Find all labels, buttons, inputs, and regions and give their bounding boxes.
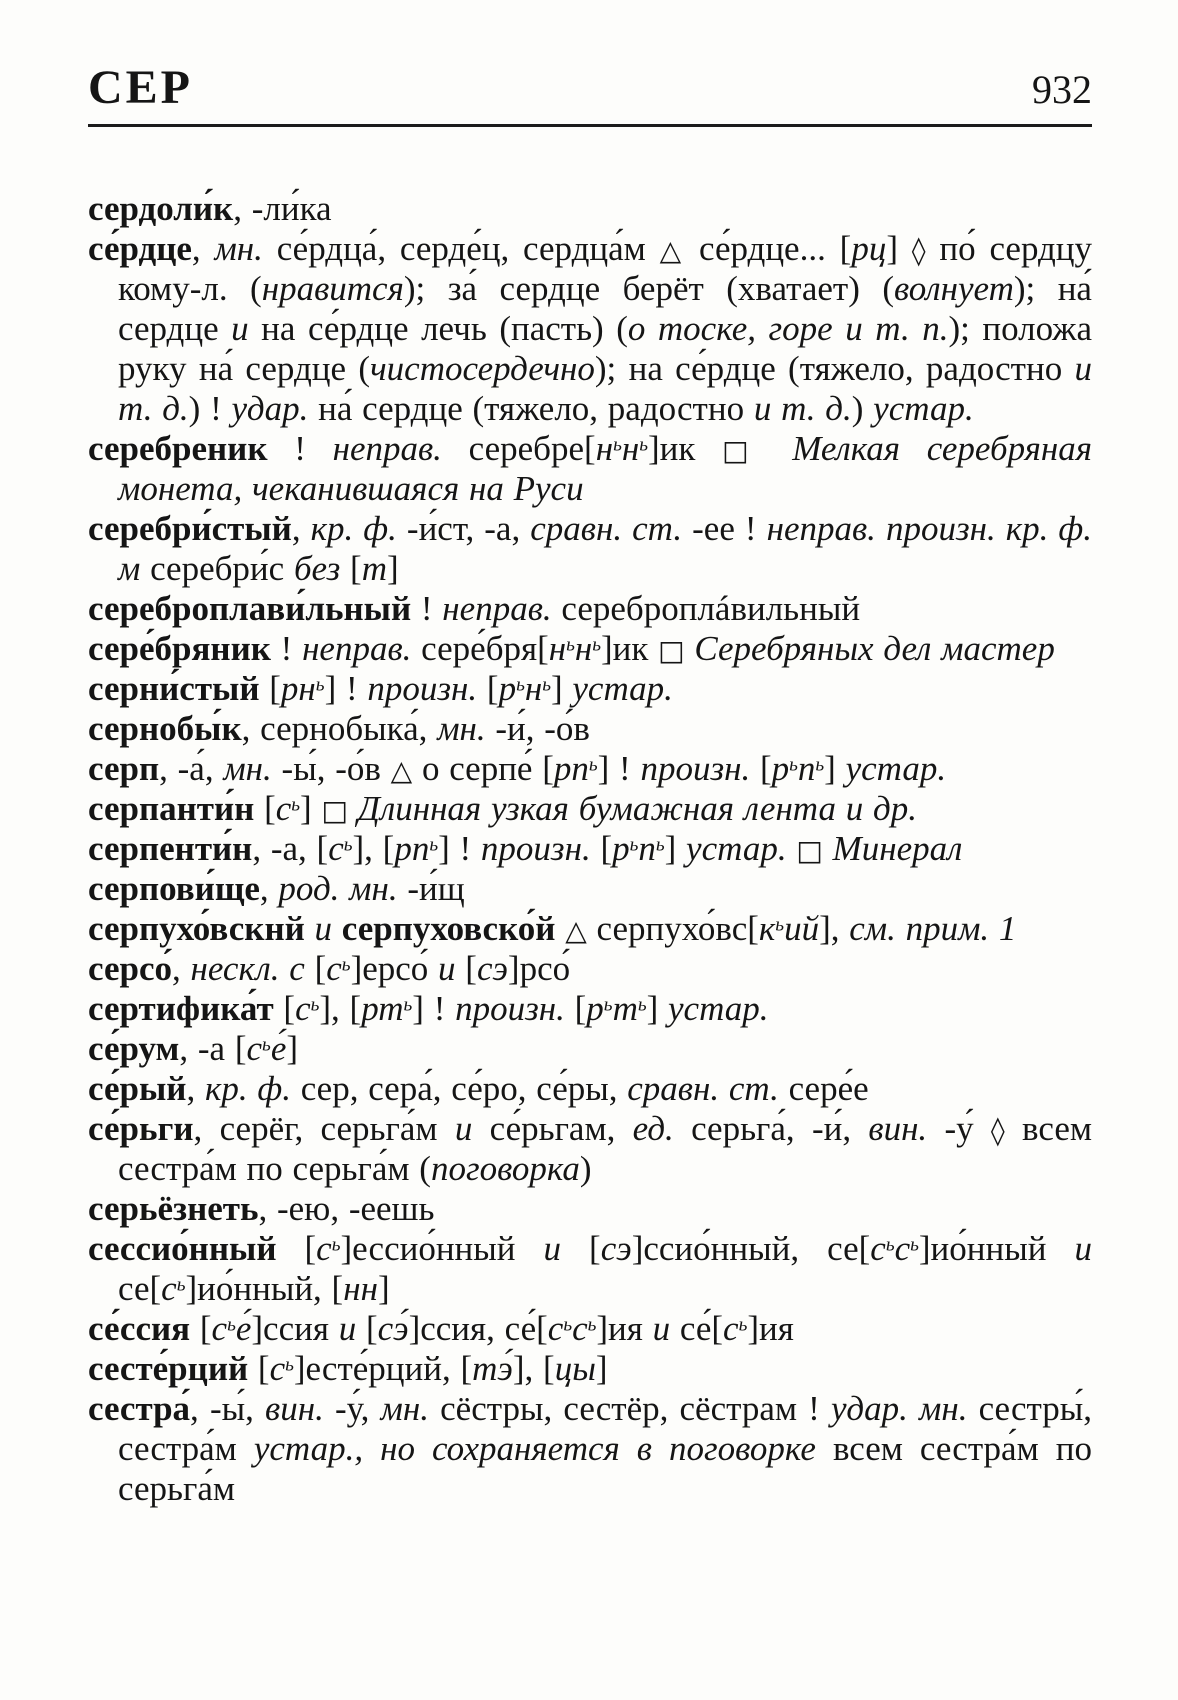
dictionary-entry [88, 629, 1092, 669]
headword: сессио́нный [88, 1229, 277, 1268]
dictionary-entry [88, 789, 1092, 829]
entry-segment: ь [789, 754, 798, 776]
entry-segment: [ [248, 1349, 270, 1388]
dictionary-entry [88, 1229, 1092, 1309]
entry-segment: -и́щ [397, 869, 465, 908]
entry-segment: нравится [261, 269, 404, 308]
entry-segment: ]ерсо́ [350, 949, 439, 988]
headword: се́рум [88, 1029, 180, 1068]
entry-segment: серебри́с [140, 549, 294, 588]
entry-segment: ь [291, 794, 301, 816]
entry-segment: ь [655, 834, 665, 856]
entry-segment: е́ [270, 1029, 287, 1068]
entry-segment: , -ы́, [190, 1389, 266, 1428]
entry-segment: сере́е [778, 1069, 869, 1108]
entry-segment: ] [646, 989, 669, 1028]
dictionary-entry [88, 189, 1092, 229]
entry-segment: ь [637, 994, 647, 1016]
dictionary-entry [88, 1389, 1092, 1509]
entry-segment: , [186, 1069, 205, 1108]
entry-segment: серьга́, -и́, [673, 1109, 869, 1148]
triangle-symbol: △ [659, 234, 686, 267]
entry-segment: ]ио́нный, [ [185, 1269, 344, 1308]
entry-segment: на се́рдце лечь (пасть) ( [248, 309, 628, 348]
entry-segment: ь [563, 1314, 573, 1336]
entry-segment: п [797, 749, 816, 788]
entry-segment: с [316, 1229, 332, 1268]
entry-segment: произн. [640, 749, 751, 788]
entry-segment: ] ! [597, 749, 641, 788]
entry-segment: се́[ [670, 1309, 724, 1348]
headword: серебри́стый [88, 509, 292, 548]
entry-segment: вин. [265, 1389, 324, 1428]
entry-segment: устар. [873, 389, 974, 428]
entry-segment: [ [561, 1229, 601, 1268]
entry-segment: устар. [686, 829, 787, 868]
entry-segment: ь [910, 1234, 919, 1256]
headword: сертифика́т [88, 989, 274, 1028]
entry-segment: [ [455, 949, 477, 988]
entry-segment: т [361, 549, 387, 588]
entry-segment: и [652, 1309, 671, 1348]
entry-segment: -у́, [323, 1389, 381, 1428]
entry-segment: , [259, 869, 279, 908]
entry-segment: [ [276, 1229, 317, 1268]
entry-segment: сер, сера́, се́ро, се́ры, [290, 1069, 628, 1108]
entry-segment: Серебряных дел мастер [694, 629, 1055, 668]
entry-segment: ] ! [324, 669, 368, 708]
entry-segment: ] [886, 229, 912, 268]
square-symbol: □ [722, 434, 766, 467]
headword: серсо́ [88, 949, 172, 988]
entry-segment: ], [819, 909, 850, 948]
entry-segment: ) [851, 389, 874, 428]
entry-segment: ); за́ сердце берёт (хватает) ( [403, 269, 894, 308]
dictionary-entry [88, 229, 1092, 429]
entry-segment: серпухо́вс[ [586, 909, 759, 948]
entry-segment: и т. д. [753, 389, 852, 428]
entry-segment: удар. [231, 389, 309, 428]
entry-segment: ь [629, 834, 639, 856]
entry-segment: ] [595, 1349, 608, 1388]
entry-segment: неправ. [332, 429, 442, 468]
entry-segment: нн [343, 1269, 378, 1308]
entry-segment [332, 909, 342, 948]
entry-segment: и [1074, 1229, 1092, 1268]
entry-segment: сэ [600, 1229, 632, 1268]
entry-segment: род. мн. [278, 869, 398, 908]
dictionary-entry [88, 1069, 1092, 1109]
dictionary-entry [88, 829, 1092, 869]
entry-segment: ) ! [188, 389, 232, 428]
square-symbol: □ [321, 794, 348, 827]
entry-segment: , -ею, -еешь [258, 1189, 435, 1228]
entry-segment: на́ сердце (тяжело, радостно [308, 389, 754, 428]
entry-segment: н [574, 629, 593, 668]
entry-segment: ]ик [601, 629, 659, 668]
entry-segment: к [758, 909, 776, 948]
entry-segment: всем сестра́м по серьга́м ( [118, 1109, 1093, 1188]
entry-segment: ь [613, 434, 622, 456]
entry-segment: ]ссия, се́[ [408, 1309, 548, 1348]
entry-segment: неправ. произн. кр. ф. м [118, 509, 1092, 588]
entry-segment: с [894, 1229, 911, 1268]
headword: серпенти́н [88, 829, 253, 868]
entry-segment: сереброплáвильный [551, 589, 861, 628]
entry-segment: -ее ! [682, 509, 767, 548]
entry-segment: [ [254, 789, 276, 828]
dictionary-entry [88, 429, 1092, 509]
entry-segment: ); на́ сердце [118, 269, 1092, 348]
entry-segment: сестры́, сестра́м [118, 1389, 1092, 1468]
entry-segment: мн. [214, 229, 263, 268]
entry-segment: рп [553, 749, 589, 788]
entry-segment: [ [273, 989, 296, 1028]
entry-segment: ]ио́нный [918, 1229, 1075, 1268]
entry-segment: нескл. с [190, 949, 305, 988]
page-header [88, 61, 1092, 114]
dictionary-entry [88, 1029, 1092, 1069]
entry-segment: ь [815, 754, 825, 776]
headword: серебреник [88, 429, 268, 468]
entry-segment: ] [286, 1029, 299, 1068]
diamond-symbol: ◊ [990, 1114, 1005, 1147]
entry-segment: и [338, 1309, 357, 1348]
entry-segment: н [524, 669, 543, 708]
entry-segment: устар. [845, 749, 947, 788]
entry-segment: кр. ф. [204, 1069, 291, 1108]
entry-segment: ь [885, 1234, 895, 1256]
entry-segment: т [612, 989, 638, 1028]
square-symbol: □ [796, 834, 823, 867]
entry-segment: [ [356, 1309, 378, 1348]
entry-segment: ь [262, 1034, 271, 1056]
entry-segment: произн. [455, 989, 565, 1028]
entry-segment: Длинная узкая бумажная лента и др. [357, 789, 917, 828]
entry-segment: ь [331, 1234, 341, 1256]
entry-segment: удар. мн. [830, 1389, 968, 1428]
entry-segment: ь [592, 634, 602, 656]
entry-segment: Минерал [832, 829, 963, 868]
entry-segment: , -а́, [159, 749, 224, 788]
entry-segment: е́ [235, 1309, 252, 1348]
entry-segment: устар. [572, 669, 673, 708]
entry-segment: ] [386, 549, 399, 588]
entry-segment: поговорка [430, 1149, 580, 1188]
entry-segment: ] [550, 669, 573, 708]
dictionary-entry [88, 669, 1092, 709]
entry-segment: , серёг, серьга́м [193, 1109, 455, 1148]
entry-segment: ь [176, 1274, 186, 1296]
headword: сернобы́к [88, 709, 242, 748]
dictionary-entry [88, 1349, 1092, 1389]
headword: сердоли́к [88, 189, 234, 228]
entry-segment: [ [259, 669, 281, 708]
entry-segment: тэ́ [472, 1349, 513, 1388]
entry-segment: о тоске, горе и т. п. [627, 309, 949, 348]
entry-segment: ь [429, 834, 439, 856]
entry-segment: Мелкая серебряная монета, чеканившаяся на Руси [118, 429, 1093, 508]
entry-segment: ] [377, 1269, 390, 1308]
entry-segment: цы [554, 1349, 596, 1388]
entry-segment: -и́, -о́в [485, 709, 590, 748]
entry-segment: , [191, 229, 215, 268]
headword: серпуховско́й [341, 909, 556, 948]
entry-segment: се́рьгам, [472, 1109, 633, 1148]
triangle-symbol: △ [390, 754, 413, 787]
entry-segment: рп [394, 829, 430, 868]
entry-segment: -и́ст, -а, [396, 509, 531, 548]
entry-segment: [ [190, 1309, 212, 1348]
entry-segment: р [771, 749, 790, 788]
headword: се́ссия [88, 1309, 191, 1348]
entry-segment: ь [285, 1354, 294, 1376]
entry-segment: р [586, 989, 604, 1028]
entry-segment: ] [300, 789, 322, 828]
dictionary-entry [88, 989, 1092, 1029]
entry-segment: вин. [868, 1109, 928, 1148]
header-rule [88, 124, 1092, 127]
entry-segment: всем сестра́м по серьга́м [118, 1429, 1092, 1508]
dictionary-entry [88, 589, 1092, 629]
entry-segment: с [161, 1269, 177, 1308]
entry-segment: ь [738, 1314, 748, 1336]
running-head: СЕР [88, 61, 193, 114]
entry-segment: ь [587, 1314, 597, 1336]
entry-segment [823, 829, 833, 868]
entry-segment: н [548, 629, 567, 668]
entry-segment: и [454, 1109, 473, 1148]
entry-segment: с [269, 1349, 286, 1388]
entry-segment: ] [824, 749, 846, 788]
entry-segment: устар. [668, 989, 769, 1028]
entry-segment: ]ссия [251, 1309, 339, 1348]
entry-segment: ь [775, 914, 785, 936]
dictionary-entry [88, 1309, 1092, 1349]
entry-segment: ) [579, 1149, 592, 1188]
entry-segment: ь [603, 994, 613, 1016]
headword: серп [88, 749, 160, 788]
headword: сесте́рций [88, 1349, 249, 1388]
entry-segment: се́рдце... [ [685, 229, 852, 268]
entry-segment: с [547, 1309, 564, 1348]
entry-segment: ь [227, 1314, 236, 1336]
entry-segment: с [246, 1029, 263, 1068]
entry-segment: см. прим. 1 [849, 909, 1017, 948]
entry-segment: без [293, 549, 341, 588]
entry-segment: ! [411, 589, 443, 628]
entry-segment: н [621, 429, 640, 468]
entry-segment: ); положа руку на́ сердце ( [118, 309, 1092, 388]
entry-segment: с [870, 1229, 886, 1268]
entry-segment: ! [270, 629, 303, 668]
entry-segment: устар., но сохраняется в поговорке [253, 1429, 816, 1468]
entry-segment: мн. [223, 749, 272, 788]
dictionary-entry [88, 869, 1092, 909]
entry-segment: и [314, 909, 333, 948]
entry-segment: [ [564, 989, 587, 1028]
entry-segment: рц [851, 229, 887, 268]
entry-segment: неправ. [442, 589, 552, 628]
entry-segment: ь [310, 994, 320, 1016]
entry-segment: ь [341, 954, 351, 976]
entry-segment: сэ [476, 949, 508, 988]
entry-segment: ь [566, 634, 575, 656]
entry-segment: ], [ [512, 1349, 555, 1388]
entry-segment: волнует [893, 269, 1014, 308]
entry-segment: и [543, 1229, 562, 1268]
entry-segment: рн [280, 669, 316, 708]
entry-segment: , [291, 509, 311, 548]
entry-segment: , -ли́ка [233, 189, 332, 228]
entry-segment: сравн. ст. [530, 509, 683, 548]
entry-segment: ] [664, 829, 687, 868]
entry-segment: ]рсо́ [507, 949, 571, 988]
entry-segment: р [498, 669, 517, 708]
entry-segment: ь [403, 994, 413, 1016]
entry-segment: , -а [ [179, 1029, 247, 1068]
entry-segment: ь [343, 834, 353, 856]
entry-segment: произн. [367, 669, 478, 708]
headword: се́рдце [88, 229, 192, 268]
entry-segment: серебре[ [441, 429, 596, 468]
entry-segment: ед. [632, 1109, 674, 1148]
entry-segment: [ [750, 749, 772, 788]
entry-segment: , -а, [ [252, 829, 329, 868]
entry-segment: ! [267, 429, 333, 468]
dictionary-entry [88, 1189, 1092, 1229]
entry-segment: ь [516, 674, 525, 696]
entry-segment: ], [ [319, 989, 362, 1028]
entry-segment: с [328, 829, 344, 868]
entry-segment: рт [361, 989, 404, 1028]
dictionary-entry [88, 709, 1092, 749]
entry-segment: , сернобыка́, [241, 709, 438, 748]
entry-segment: о серпе́ [ [412, 749, 554, 788]
entry-segment: с [295, 989, 311, 1028]
entry-segment: -у́ [927, 1109, 991, 1148]
headword: серпанти́н [88, 789, 255, 828]
entry-segment [787, 829, 797, 868]
entry-segment: мн. [380, 1389, 429, 1428]
entry-segment: [ [340, 549, 362, 588]
entry-segment: с [326, 949, 342, 988]
entry-segment: неправ. [302, 629, 412, 668]
entry-segment: [ [590, 829, 613, 868]
entry-segment: ] ! [412, 989, 456, 1028]
entry-segment: ]ссио́нный, се[ [631, 1229, 871, 1268]
entry-segment: , [172, 949, 191, 988]
entry-segment: р [612, 829, 630, 868]
diamond-symbol: ◊ [911, 234, 926, 267]
entry-segment: сере́бря[ [411, 629, 549, 668]
entry-segment: по́ сердцу кому-л. ( [118, 229, 1093, 308]
dictionary-entry [88, 909, 1092, 949]
page-number: 932 [1032, 67, 1092, 112]
entry-segment: сёстры, сестёр, сёстрам ! [428, 1389, 831, 1428]
entry-segment: кр. ф. [310, 509, 397, 548]
entry-segment: се[ [118, 1269, 162, 1308]
triangle-symbol: △ [565, 914, 587, 947]
entry-segment [348, 789, 358, 828]
entry-segment: ь [315, 674, 325, 696]
entry-segment: ий [784, 909, 820, 948]
entry-segment: ]ессио́нный [340, 1229, 544, 1268]
entry-segment: с [723, 1309, 739, 1348]
entry-segment: [ [304, 949, 327, 988]
headword: серьёзнеть [88, 1189, 259, 1228]
entry-segment: и [231, 309, 249, 348]
entry-segment: ]ия [596, 1309, 653, 1348]
entry-segment: с [211, 1309, 228, 1348]
square-symbol: □ [658, 634, 685, 667]
entry-segment: и т. д. [118, 349, 1092, 428]
dictionary-entry [88, 509, 1092, 589]
headword: се́рьги [88, 1109, 194, 1148]
headword: сере́бряник [88, 629, 271, 668]
entry-segment: и [438, 949, 456, 988]
entry-segment: ]есте́рций, [ [293, 1349, 473, 1388]
entry-segment: ]ик [647, 429, 723, 468]
entry-segment: мн. [437, 709, 486, 748]
headword: серпови́ще [88, 869, 260, 908]
entries-list [88, 189, 1092, 1509]
entry-segment: с [572, 1309, 588, 1348]
entry-segment [305, 909, 315, 948]
headword: серни́стый [88, 669, 260, 708]
entry-segment: п [638, 829, 656, 868]
entry-segment: ], [ [352, 829, 395, 868]
entry-segment: [ [477, 669, 499, 708]
headword: сестра́ [88, 1389, 191, 1428]
entry-segment: ); на се́рдце (тяжело, радостно [594, 349, 1075, 388]
entry-segment [555, 909, 565, 948]
entry-segment: се́рдца́, серде́ц, сердца́м [262, 229, 660, 268]
entry-segment [766, 429, 793, 468]
dictionary-entry [88, 949, 1092, 989]
entry-segment: ь [588, 754, 598, 776]
entry-segment: ]ия [747, 1309, 794, 1348]
headword: сереброплави́льный [88, 589, 412, 628]
headword: серпухо́вскнй [88, 909, 305, 948]
entry-segment [685, 629, 695, 668]
entry-segment: ь [639, 434, 648, 456]
entry-segment: сэ́ [377, 1309, 409, 1348]
entry-segment: произн. [480, 829, 591, 868]
entry-segment: н [595, 429, 614, 468]
entry-segment: чистосердечно [369, 349, 595, 388]
entry-segment: -ы́, -о́в [271, 749, 391, 788]
entry-segment: сравн. ст. [627, 1069, 779, 1108]
entry-segment: ь [542, 674, 551, 696]
headword: се́рый [88, 1069, 187, 1108]
dictionary-entry [88, 749, 1092, 789]
entry-segment: с [275, 789, 292, 828]
entry-segment: ] ! [438, 829, 481, 868]
dictionary-entry [88, 1109, 1092, 1189]
